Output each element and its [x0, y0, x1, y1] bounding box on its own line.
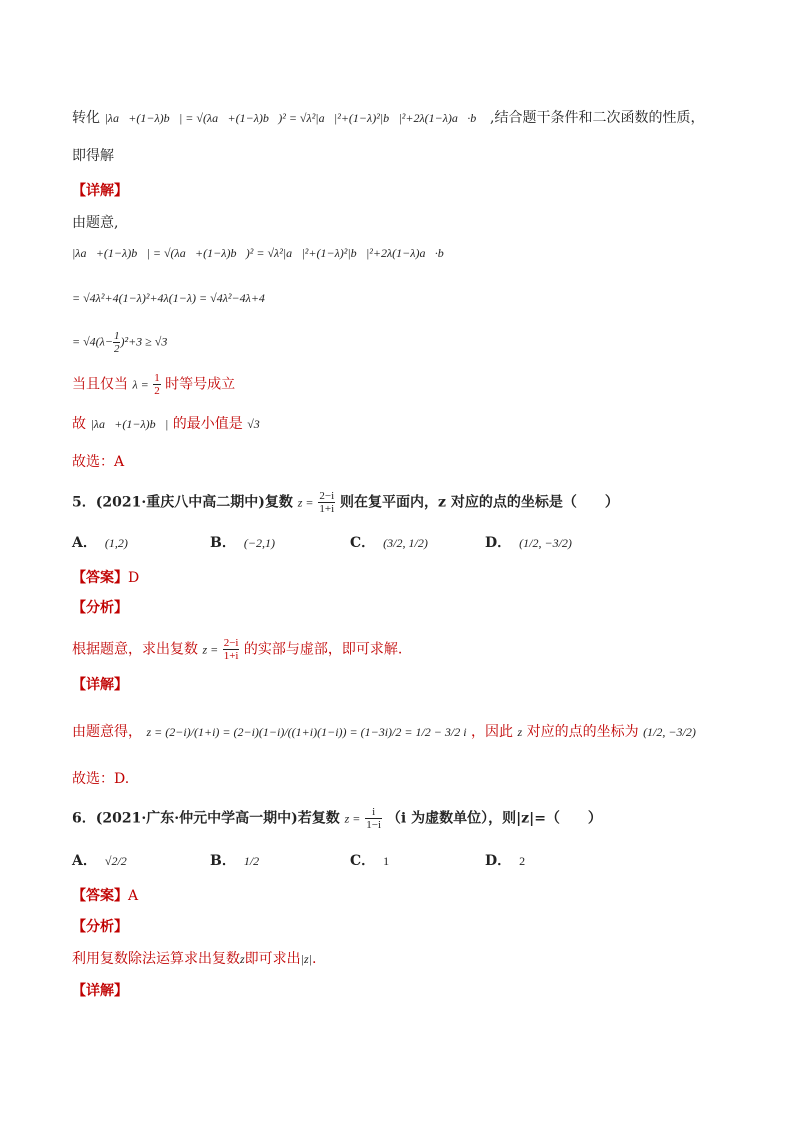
transform-prefix: 转化: [72, 110, 100, 126]
q5-analysis-fraction: [223, 637, 240, 662]
q6-tail: （i 为虚数单位），则|z|=（ ）: [386, 810, 602, 827]
q5-option-a[interactable]: [72, 532, 128, 552]
min-suffix: 的最小值是: [172, 416, 243, 432]
q6-fraction: [365, 806, 382, 831]
choose-answer-1: 故选：A: [72, 454, 125, 470]
detail-heading-2: 【详解】: [72, 677, 128, 693]
q6-answer-label: 【答案】: [72, 888, 128, 904]
transform-suffix: ,结合题干条件和二次函数的性质，: [490, 110, 705, 126]
q5-analysis-z: z =: [202, 642, 219, 657]
q5-choose: 故选：D.: [72, 771, 130, 787]
q6-analysis-prefix: 利用复数除法运算求出复数: [72, 951, 240, 967]
question-5: [72, 490, 619, 515]
q5-fraction: [318, 490, 335, 515]
q5-option-a-label: A．: [72, 535, 97, 551]
q6-numerator: i: [365, 806, 382, 819]
q6-option-d-label: D．: [485, 853, 512, 869]
q5-answer-value: D: [128, 570, 140, 586]
q6-analysis-end: .: [311, 951, 317, 967]
min-value: √3: [247, 417, 260, 431]
q6-analysis-abs: |z|: [300, 952, 312, 966]
q5-analysis-text: [72, 637, 402, 662]
q5-analysis-denominator: 1+i: [223, 650, 239, 662]
detail-heading-1: 【详解】: [72, 183, 128, 199]
q6-head: 6．(2021·广东·仲元中学高一期中)若复数: [72, 810, 340, 827]
question-6: [72, 806, 602, 831]
q6-analysis-text: [72, 949, 316, 969]
q5-option-b-label: B．: [210, 535, 236, 551]
q6-option-d-value: 2: [519, 854, 526, 868]
q5-answer-label: 【答案】: [72, 570, 128, 586]
q5-head: 5．(2021·重庆八中高二期中)复数: [72, 494, 293, 511]
q6-option-c-label: C．: [350, 853, 376, 869]
min-expression: |λa⃗+(1−λ)b⃗|: [90, 417, 169, 431]
condition-suffix: 时等号成立: [165, 376, 236, 393]
q6-option-c-value: 1: [383, 854, 390, 868]
q6-analysis-z: z: [240, 952, 245, 966]
q6-option-d[interactable]: [485, 850, 525, 870]
q5-analysis-prefix: 根据题意，求出复数: [72, 641, 198, 658]
eq3-half-numerator: 1: [113, 330, 120, 342]
min-prefix: 故: [72, 416, 86, 432]
eq3-suffix: )²+3 ≥ √3: [120, 334, 168, 349]
q6-z: z =: [344, 811, 361, 826]
eq3-prefix: = √4(λ−: [72, 334, 113, 349]
equality-condition: [72, 372, 235, 397]
q5-detail-mid: ，因此: [471, 724, 514, 740]
q6-answer-value: A: [128, 888, 139, 904]
q5-option-c[interactable]: [350, 532, 428, 552]
q6-denominator: 1−i: [366, 819, 381, 831]
q5-analysis-numerator: 2−i: [223, 637, 239, 649]
condition-lambda: λ =: [132, 377, 149, 392]
q5-detail-expression: z = (2−i)/(1+i) = (2−i)(1−i)/((1+i)(1−i)) = (1−3i)/2 = 1/2 − 3/2 i: [146, 725, 467, 739]
q5-denominator: 1+i: [319, 503, 335, 515]
detail-intro: 由题意,: [72, 215, 119, 231]
detail-equation-2: = √4λ²+4(1−λ)²+4λ(1−λ) = √4λ²−4λ+4: [72, 291, 265, 305]
minimum-value-line: [72, 414, 260, 434]
q5-detail-suffix: 对应的点的坐标为: [526, 724, 639, 740]
q5-option-c-label: C．: [350, 535, 376, 551]
q5-z: z =: [297, 495, 314, 510]
q6-analysis-heading: 【分析】: [72, 919, 128, 935]
q6-option-a-value: √2/2: [104, 854, 127, 868]
transform-expression: |λa⃗+(1−λ)b⃗| = √(λa⃗+(1−λ)b⃗)² = √λ²|a⃗|²+(1−λ)²|b⃗|²+2λ(1−λ)a⃗·b⃗: [104, 111, 486, 125]
q5-detail: [72, 722, 696, 742]
transform-line: [72, 108, 705, 128]
detail-equation-3: [72, 330, 167, 355]
q5-option-b[interactable]: [210, 532, 275, 552]
q6-answer: [72, 886, 138, 906]
q6-option-a[interactable]: [72, 850, 127, 870]
q5-option-c-value: (3/2, 1/2): [383, 536, 428, 550]
q6-option-b-label: B．: [210, 853, 236, 869]
q5-option-d[interactable]: [485, 532, 572, 552]
q5-detail-point: (1/2, −3/2): [643, 725, 696, 739]
q6-option-b[interactable]: [210, 850, 259, 870]
q6-analysis-mid: 即可求出: [244, 951, 301, 967]
q5-detail-prefix: 由题意得，: [72, 724, 142, 740]
condition-denominator: 2: [154, 385, 160, 397]
condition-numerator: 1: [154, 372, 160, 384]
q5-analysis-heading: 【分析】: [72, 600, 128, 616]
q5-detail-z: z: [517, 725, 523, 739]
q5-analysis-suffix: 的实部与虚部，即可求解.: [243, 641, 403, 658]
q6-option-c[interactable]: [350, 850, 389, 870]
q5-option-a-value: (1,2): [104, 536, 128, 550]
condition-fraction: [153, 372, 161, 397]
eq3-half-denominator: 2: [113, 343, 120, 355]
q5-option-b-value: (−2,1): [243, 536, 275, 550]
q6-option-a-label: A．: [72, 853, 97, 869]
detail-equation-1: |λa⃗+(1−λ)b⃗| = √(λa⃗+(1−λ)b⃗)² = √λ²|a⃗|²+(1−λ)²|b⃗|²+2λ(1−λ)a⃗·b⃗: [72, 246, 454, 260]
q6-option-b-value: 1/2: [243, 854, 260, 868]
detail-heading-3: 【详解】: [72, 983, 128, 999]
q5-option-d-label: D．: [485, 535, 512, 551]
q5-option-d-value: (1/2, −3/2): [519, 536, 572, 550]
q5-numerator: 2−i: [319, 490, 335, 502]
condition-prefix: 当且仅当: [72, 376, 128, 393]
q5-tail: 则在复平面内，z 对应的点的坐标是（ ）: [340, 494, 619, 511]
transform-line-2: 即得解: [72, 148, 114, 164]
q5-answer: [72, 568, 139, 588]
